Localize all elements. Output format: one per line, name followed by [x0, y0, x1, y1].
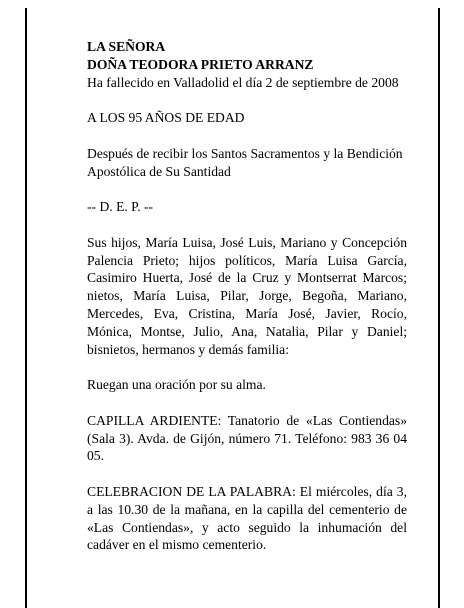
heading-title: LA SEÑORA	[87, 39, 166, 54]
rip-line: -- D. E. P. --	[87, 199, 154, 215]
obituary-content	[87, 38, 407, 572]
age-line: A LOS 95 AÑOS DE EDAD	[87, 110, 245, 126]
death-info: Ha fallecido en Valladolid el día 2 de septiembre de 2008	[87, 74, 399, 90]
family-list: Sus hijos, María Luisa, José Luis, Mariano y Concepción Palencia Prieto; hijos políticos, María Luisa García, Casimiro Huerta, José de la Cruz y Montserrat Marcos; nietos, María Luisa, Pilar, Jorge, Begoña, Mariano, Mercedes, Eva, Cristina, María José, Javier, Rocío, Mónica, Montse, Julio, Ana, Natalia, Pilar y Daniel; bisnietos, hermanos y demás familia:	[87, 234, 407, 357]
deceased-name: DOÑA TEODORA PRIETO ARRANZ	[87, 56, 314, 72]
celebration-info: CELEBRACION DE LA PALABRA: El miércoles, día 3, a las 10.30 de la mañana, en la capilla del cementerio de «Las Contiendas», y acto seguido la inhumación del cadáver en el mismo cementerio.	[87, 483, 407, 553]
chapel-info: CAPILLA ARDIENTE: Tanatorio de «Las Contiendas» (Sala 3). Avda. de Gijón, número 71. Teléfono: 983 36 04 05.	[87, 412, 407, 464]
prayer-line: Ruegan una oración por su alma.	[87, 377, 266, 393]
sacraments-line: Después de recibir los Santos Sacramentos y la Bendición Apostólica de Su Santidad	[87, 145, 403, 179]
